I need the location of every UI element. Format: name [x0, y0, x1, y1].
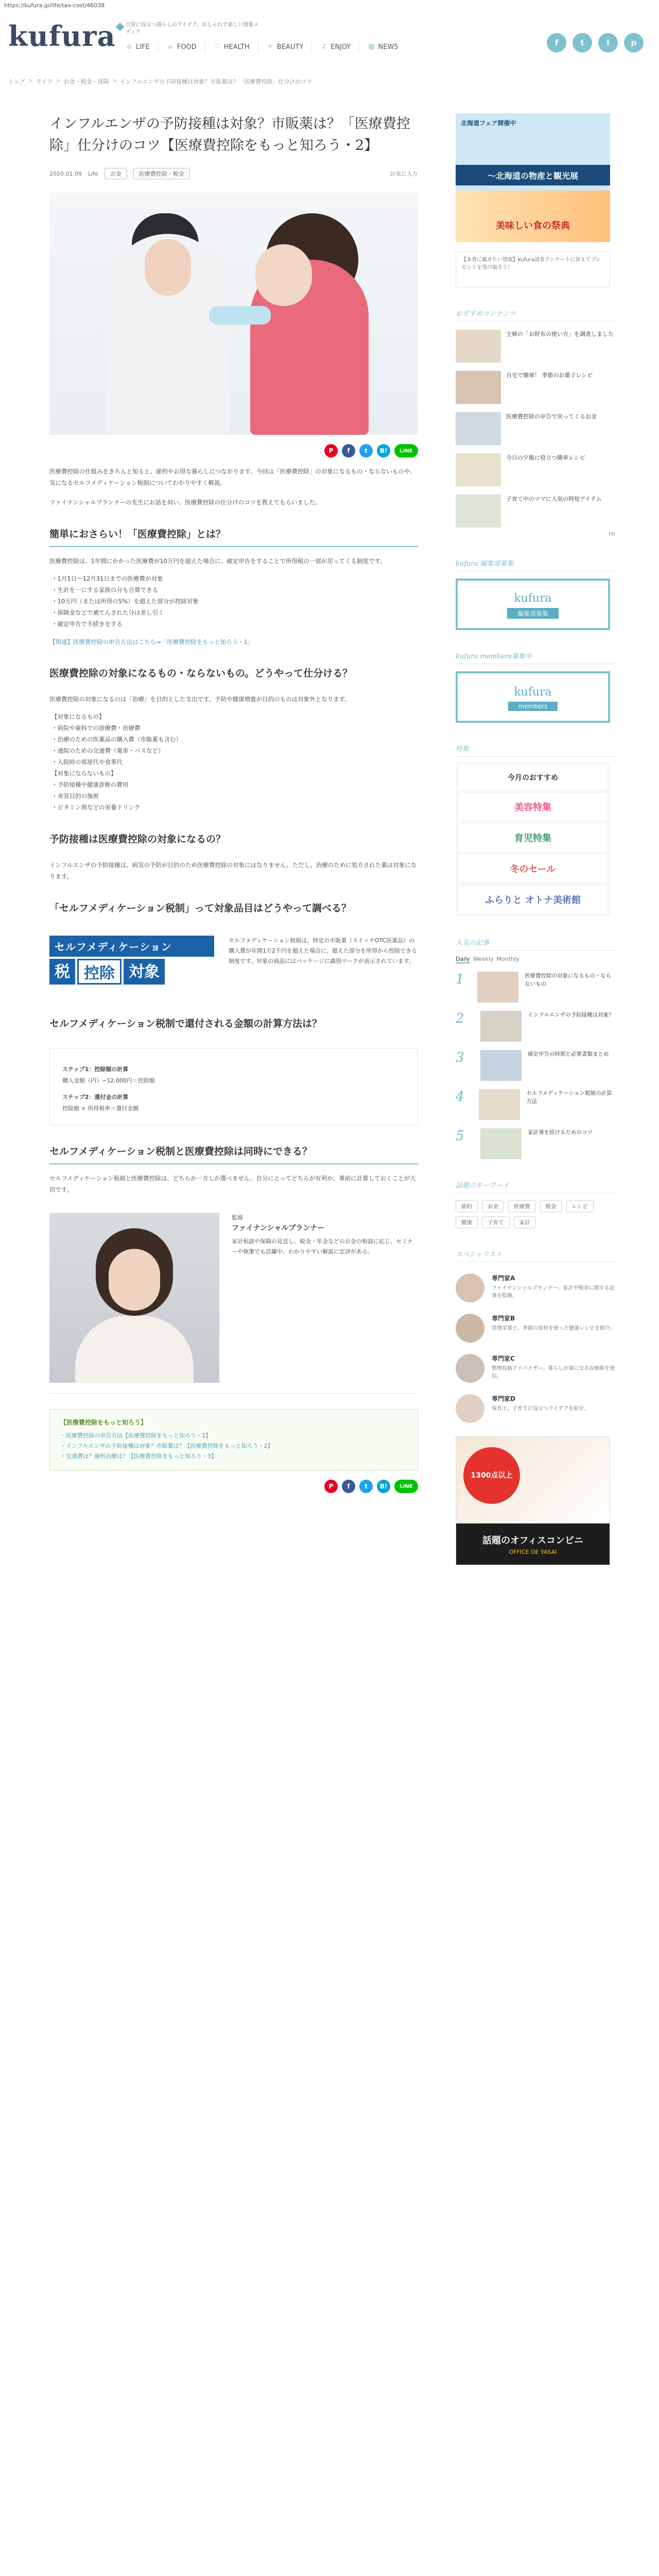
nav-enjoy[interactable]: ♪ ENJOY [311, 41, 359, 53]
sidebar-heading: おすすめコンテンツ [456, 308, 615, 321]
page-url: https://kufura.jp/life/tax-cost/46038 [4, 2, 105, 9]
sparkle-icon: ✧ [267, 43, 273, 50]
calculation-box [49, 1048, 418, 1125]
body-paragraph: インフルエンザの予防接種は、病気の予防が目的のため医療費控除の対象にはなりません。ただし、治療のために処方された薬は対象になります。 [49, 861, 417, 880]
calc-value: 購入金額（円）−12,000円＝控除額 [62, 1077, 155, 1084]
pr-label: PR [609, 532, 615, 537]
item-thumbnail [480, 1128, 522, 1159]
avatar [456, 1394, 484, 1423]
item-thumbnail [456, 453, 501, 486]
favorite-button[interactable]: お気に入り [390, 171, 418, 177]
specialist-item[interactable]: 専門家D 保育士。子育てに役立つアイデアを紹介。 [456, 1394, 615, 1423]
item-thumbnail [456, 412, 501, 445]
music-icon: ♪ [322, 43, 326, 50]
avatar [456, 1314, 484, 1343]
keyword-tag[interactable]: レシピ [566, 1200, 594, 1212]
keyword-tag[interactable]: 税金 [540, 1200, 562, 1212]
intro-paragraph: 医療費控除の仕組みをきちんと知ると、節約やお得な暮らしにつながります。今回は「医療費控除」の対象になるもの・ならないものや、気になるセルフメディケーション税制についてわかりやすく解説。 [49, 468, 416, 486]
list-item: ・美容目的の施術 [51, 792, 99, 800]
article-date: 2020.01.09 [49, 170, 82, 177]
pinterest-icon[interactable]: p [624, 33, 644, 53]
sidebar-heading: kufura members募集中 [456, 651, 615, 664]
nav-life[interactable]: ⌂ LIFE [126, 41, 158, 53]
sidebar-item[interactable]: 医療費控除の申告で戻ってくるお金 [456, 412, 615, 445]
editor-recruit-banner[interactable]: kufura 編集部募集 [456, 579, 610, 630]
section-heading: セルフメディケーション税制と医療費控除は同時にできる？ [49, 1144, 418, 1164]
pinterest-share-icon[interactable]: P [324, 444, 338, 457]
avatar [456, 1274, 484, 1302]
list-item: 【対象にならないもの】 [51, 770, 117, 777]
toc-heading: 【医療費控除をもっと知ろう】 [60, 1419, 147, 1426]
sidebar [456, 113, 615, 1565]
twitter-share-icon[interactable]: t [359, 1480, 373, 1493]
article-meta [49, 168, 418, 179]
nav-food[interactable]: ☕ FOOD [158, 41, 205, 53]
series-toc [49, 1409, 418, 1470]
breadcrumb-current: インフルエンザの予防接種は対象？市販薬は？「医療費控除」仕分けのコツ [119, 78, 313, 85]
ranking-item[interactable]: 3 確定申告の時期と必要書類まとめ [456, 1050, 615, 1081]
site-logo[interactable]: kufura◆ [8, 20, 125, 53]
feature-tile[interactable]: 美容特集 [459, 793, 607, 821]
list-item: ・予防接種や健康診断の費用 [51, 781, 129, 788]
body-paragraph: 医療費控除は、1年間にかかった医療費が10万円を超えた場合に、確定申告をすることで所得税の一部が戻ってくる制度です。 [49, 557, 386, 565]
keyword-tag[interactable]: 健康 [456, 1216, 478, 1228]
section-heading: セルフメディケーション税制で還付される金額の計算方法は？ [49, 1018, 322, 1029]
pinterest-share-icon[interactable]: P [324, 1480, 338, 1493]
related-link[interactable]: 【関連】医療費控除の申告方法はこちら→「医療費控除をもっと知ろう・1」 [49, 638, 254, 646]
self-medication-logo: セルフメディケーション 税 控除 対象 [49, 936, 214, 997]
cup-icon: ☕ [167, 43, 174, 50]
breadcrumb-category[interactable]: お金・税金・保険 [63, 78, 109, 85]
nav-health[interactable]: ♡ HEALTH [205, 41, 258, 53]
check-list [49, 573, 418, 630]
item-thumbnail [480, 1050, 522, 1081]
keyword-tag[interactable]: お金 [482, 1200, 504, 1212]
keyword-tag[interactable]: 節約 [456, 1200, 478, 1212]
sidebar-ad[interactable]: 北海道フェア開催中 〜北海道の物産と観光展 美味しい食の祭典 [456, 113, 610, 242]
ranking-item[interactable]: 1 医療費控除の対象になるもの・ならないもの [456, 972, 615, 1003]
author-name: ファイナンシャルプランナー [232, 1224, 325, 1232]
keyword-list [456, 1200, 615, 1228]
site-tagline: 日常に役立つ暮らしのアイデア、おしゃれで楽しい情報メディア [126, 22, 259, 35]
section-heading: 予防接種は医療費控除の対象になるの？ [49, 834, 226, 845]
calc-value: 控除額 × 所得税率＝還付金額 [62, 1105, 139, 1112]
item-thumbnail [480, 1011, 522, 1042]
nav-news[interactable]: ▤ NEWS [359, 41, 406, 53]
keyword-tag[interactable]: 家計 [514, 1216, 536, 1228]
feature-tile[interactable]: 育児特集 [459, 824, 607, 852]
tab-monthly[interactable]: Monthly [496, 956, 519, 962]
tab-daily[interactable]: Daily [456, 956, 470, 962]
sidebar-heading: 話題のキーワード [456, 1180, 615, 1193]
nav-beauty[interactable]: ✧ BEAUTY [258, 41, 311, 53]
keyword-tag[interactable]: 医療費 [508, 1200, 536, 1212]
author-photo [49, 1213, 219, 1383]
author-desc: 家計相談や保険の見直し、税金・年金などのお金の相談に応じ、セミナーや執筆でも活躍中。わかりやすい解説に定評がある。 [232, 1238, 413, 1255]
ranking-tabs [456, 956, 615, 963]
twitter-icon[interactable]: t [573, 33, 592, 53]
sidebar-heading: 特集 [456, 743, 615, 757]
author-profile [49, 1213, 418, 1383]
breadcrumb-life[interactable]: ライフ [36, 78, 53, 85]
tag-tax[interactable]: 医療費控除・税金 [133, 168, 190, 179]
intro-paragraph: ファイナンシャルプランナーの先生にお話を伺い、医療費控除の仕分けのコツを教えてもらいました。 [49, 499, 321, 506]
specialist-item[interactable]: 専門家C 整理収納アドバイザー。暮らしが楽になる収納術を発信。 [456, 1354, 615, 1383]
calc-label: ステップ1：控除額の計算 [62, 1066, 129, 1073]
feature-tile[interactable]: 今月のおすすめ [459, 765, 607, 790]
list-item: ・保険金などで補てんされた分は差し引く [51, 609, 164, 616]
feature-tile[interactable]: 冬のセール [459, 855, 607, 883]
item-thumbnail [479, 1089, 520, 1120]
sidebar-note[interactable]: 【本書に載せたい情報】kufura読者アンケートに答えてプレゼントを受け取ろう！ [456, 251, 610, 287]
sidebar-ad-bottom[interactable]: 1300点以上 話題のオフィスコンビニ OFFICE DE YASAI [456, 1436, 610, 1565]
tab-weekly[interactable]: Weekly [473, 956, 494, 962]
list-item: 【対象になるもの】 [51, 713, 105, 720]
instagram-icon[interactable]: i [598, 33, 618, 53]
list-item: ・治療のための医薬品の購入費（市販薬も含む） [51, 736, 182, 743]
specialist-item[interactable]: 専門家A ファイナンシャルプランナー。家計や税金に関する記事を監修。 [456, 1274, 615, 1302]
list-item: ・生計を一にする家族の分も合算できる [51, 586, 158, 594]
sidebar-heading: スペシャリスト [456, 1249, 615, 1262]
calc-label: ステップ2：還付金の計算 [62, 1094, 129, 1100]
sidebar-item[interactable]: 子育て中のママに人気の時短アイテム [456, 495, 615, 528]
facebook-icon[interactable]: f [547, 33, 566, 53]
list-item: ・10万円（または所得の5%）を超えた部分が控除対象 [51, 598, 199, 605]
cover-list [49, 711, 418, 813]
list-item: ・1月1日〜12月31日までの医療費が対象 [51, 575, 163, 582]
toc-item[interactable]: ・医療費控除の申告方法【医療費控除をもっと知ろう・1】 [60, 1432, 211, 1439]
house-icon: ⌂ [127, 43, 132, 50]
twitter-share-icon[interactable]: t [359, 444, 373, 457]
line-share-icon[interactable]: LINE [394, 444, 418, 457]
item-thumbnail [456, 495, 501, 528]
share-buttons [49, 444, 418, 457]
facebook-share-icon[interactable]: f [342, 444, 355, 457]
hatena-share-icon[interactable]: B! [377, 1480, 390, 1493]
ranking-item[interactable]: 5 家計簿を続けるためのコツ [456, 1128, 615, 1159]
author-label: 監修 [232, 1214, 243, 1221]
item-thumbnail [477, 972, 518, 1003]
list-item: ・病院や歯科での診療費・治療費 [51, 724, 141, 732]
article [49, 113, 418, 1493]
item-thumbnail [456, 371, 501, 404]
keyword-tag[interactable]: 子育て [482, 1216, 510, 1228]
self-medication-block [49, 936, 418, 997]
hatena-share-icon[interactable]: B! [377, 444, 390, 457]
sidebar-heading: kufura 編集部募集 [456, 558, 615, 571]
members-banner[interactable]: kufura members [456, 671, 610, 723]
list-item: ・通院のための交通費（電車・バスなど） [51, 747, 164, 754]
body-paragraph: セルフメディケーション税制と医療費控除は、どちらか一方しか選べません。自分にとってどちらが有利か、事前に計算しておくことが大切です。 [49, 1175, 416, 1193]
feature-tiles [456, 762, 610, 917]
list-item: ・確定申告で手続きをする [51, 620, 123, 628]
sidebar-heading: 人気の記事 [456, 937, 615, 951]
feature-tile[interactable]: ふらりと オトナ美術館 [459, 886, 607, 913]
heart-icon: ♡ [214, 43, 220, 50]
line-share-icon[interactable]: LINE [394, 1480, 418, 1493]
breadcrumb: トップ > ライフ > お金・税金・保険 > インフルエンザの予防接種は対象？市販薬は？「医療費控除」仕分けのコツ [8, 77, 313, 85]
self-medication-text: セルフメディケーション税制は、特定の市販薬（スイッチOTC医薬品）の購入費が年間1万2千円を超えた場合に、超えた部分を所得から控除できる制度です。対象の商品にはパッケージに識別マークが表示されています。 [229, 937, 417, 964]
facebook-share-icon[interactable]: f [342, 1480, 355, 1493]
hero-image [49, 193, 418, 435]
ranking-item[interactable]: 2 インフルエンザの予防接種は対象？ [456, 1011, 615, 1042]
list-item: ・ビタミン剤などの栄養ドリンク [51, 804, 141, 811]
breadcrumb-home[interactable]: トップ [8, 78, 25, 85]
section-heading: 医療費控除の対象になるもの・ならないもの。どうやって仕分ける？ [49, 668, 353, 679]
news-icon: ▤ [368, 43, 375, 50]
sidebar-item[interactable]: 主婦の「お財布の使い方」を調査しました [456, 330, 615, 363]
toc-item[interactable]: ・交通費は？歯科治療は？【医療費控除をもっと知ろう・3】 [60, 1453, 217, 1460]
toc-item[interactable]: ・インフルエンザの予防接種は対象？市販薬は？【医療費控除をもっと知ろう・2】 [60, 1443, 273, 1449]
header-social [547, 33, 644, 53]
avatar [456, 1354, 484, 1383]
global-nav [126, 41, 407, 53]
article-category[interactable]: Life [88, 170, 98, 177]
sidebar-item[interactable]: 今日の夕飯に役立つ簡単レシピ [456, 453, 615, 486]
body-paragraph: 医療費控除の対象になるのは「治療」を目的とした支出です。予防や健康増進が目的のものは対象外となります。 [49, 696, 351, 703]
article-title: インフルエンザの予防接種は対象？市販薬は？「医療費控除」仕分けのコツ【医療費控除をもっと知ろう・2】 [49, 116, 410, 154]
list-item: ・入院時の部屋代や食事代 [51, 758, 123, 766]
section-heading: 「セルフメディケーション税制」って対象品目はどうやって調べる？ [49, 903, 351, 914]
share-buttons-bottom [49, 1480, 418, 1493]
sidebar-item[interactable]: 自宅で簡単！ 季節のお菓子レシピ [456, 371, 615, 404]
site-header [0, 14, 659, 61]
tag-money[interactable]: お金 [105, 168, 127, 179]
item-thumbnail [456, 330, 501, 363]
ranking-item[interactable]: 4 セルフメディケーション税制の計算方法 [456, 1089, 615, 1120]
section-heading: 簡単におさらい！「医療費控除」とは？ [49, 527, 418, 547]
specialist-item[interactable]: 専門家B 管理栄養士。季節の食材を使った健康レシピを紹介。 [456, 1314, 615, 1343]
